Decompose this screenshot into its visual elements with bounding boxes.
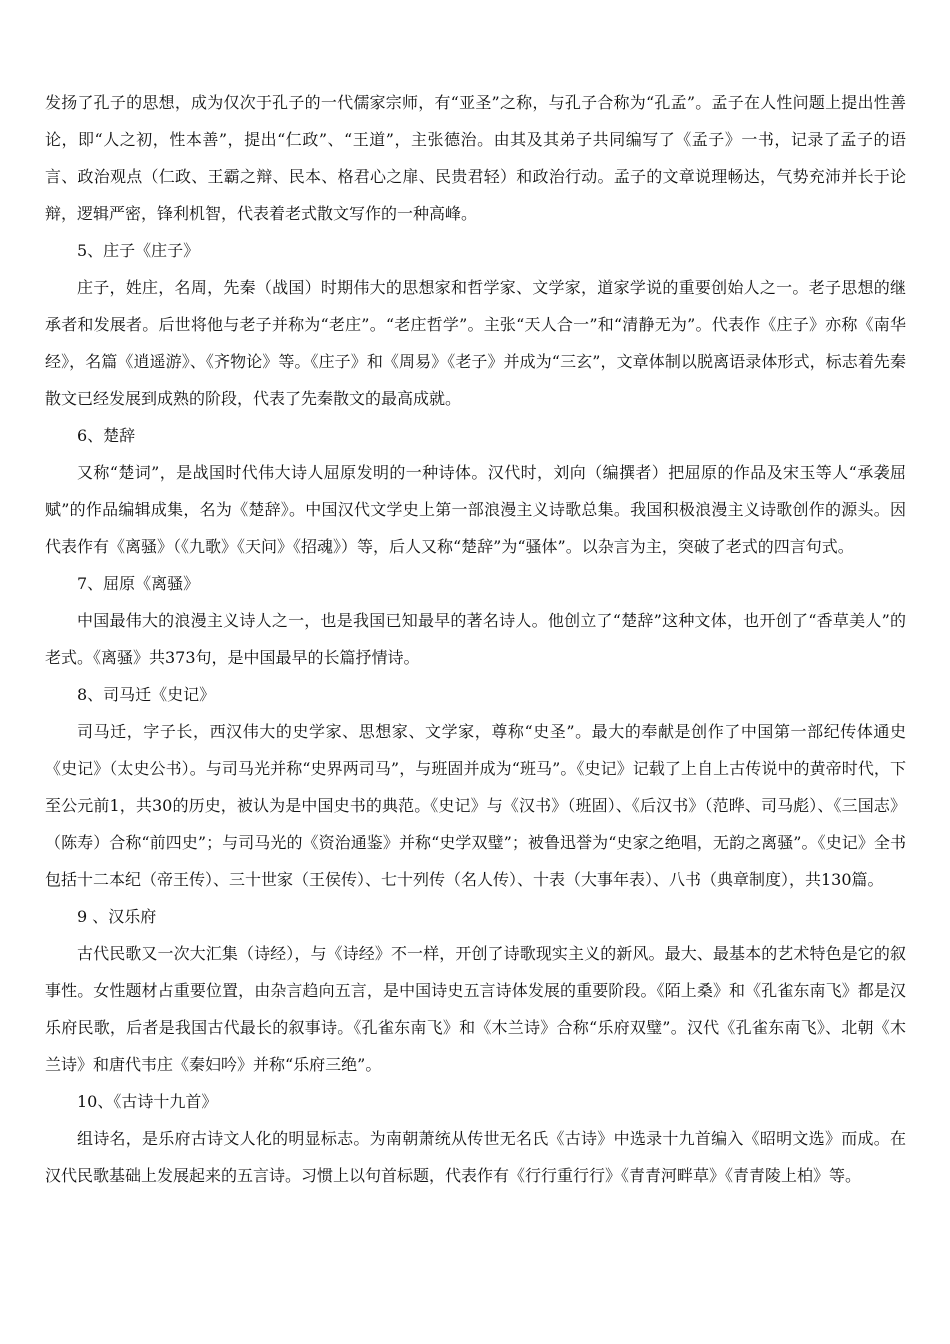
paragraph-simaqian: 司马迁，字子长，西汉伟大的史学家、思想家、文学家，尊称“史圣”。最大的奉献是创作了中国第一部纪传体通史《史记》（太史公书）。与司马光并称“史界两司马”，与班固并成为“班马”。《史记》记载了上自上古传说中的黄帝时代，下至公元前1，共30的历史，被认为是中国史书的典范。《史记》与《汉书》（班固）、《后汉书》（范晔、司马彪）、《三国志》（陈寿）合称“前四史”；与司马光的《资治通鉴》并称“史学双璧”；被鲁迅誉为“史家之绝唱，无韵之离骚”。《史记》全书包括十二本纪（帝王传）、三十世家（王侯传）、七十列传（名人传）、十表（大事年表）、八书（典章制度），共130篇。	[45, 722, 906, 889]
section-heading-quyuan: 7、屈原《离骚》	[77, 574, 200, 593]
section-heading-gushi-19: 10、《古诗十九首》	[77, 1092, 218, 1111]
section-heading-simaqian: 8、司马迁《史记》	[77, 685, 216, 704]
section-heading-zhuangzi: 5、庄子《庄子》	[77, 241, 200, 260]
paragraph-chuci: 又称“楚词”，是战国时代伟大诗人屈原发明的一种诗体。汉代时，刘向（编撰者）把屈原的作品及宋玉等人“承袭屈赋”的作品编辑成集，名为《楚辞》。中国汉代文学史上第一部浪漫主义诗歌总集。我国积极浪漫主义诗歌创作的源头。因代表作有《离骚》（《九歌》《天问》《招魂》）等，后人又称“楚辞”为“骚体”。以杂言为主，突破了老式的四言句式。	[45, 463, 906, 556]
paragraph-zhuangzi: 庄子，姓庄，名周，先秦（战国）时期伟大的思想家和哲学家、文学家，道家学说的重要创始人之一。老子思想的继承者和发展者。后世将他与老子并称为“老庄”。“老庄哲学”。主张“天人合一”和“清静无为”。代表作《庄子》亦称《南华经》，名篇《逍遥游》、《齐物论》等。《庄子》和《周易》《老子》并成为“三玄”，文章体制以脱离语录体形式，标志着先秦散文已经发展到成熟的阶段，代表了先秦散文的最高成就。	[45, 278, 906, 408]
paragraph-mencius-continued: 发扬了孔子的思想，成为仅次于孔子的一代儒家宗师，有“亚圣”之称，与孔子合称为“孔孟”。孟子在人性问题上提出性善论，即“人之初，性本善”，提出“仁政”、“王道”，主张德治。由其及其弟子共同编写了《孟子》一书，记录了孟子的语言、政治观点（仁政、王霸之辩、民本、格君心之扉、民贵君轻）和政治行动。孟子的文章说理畅达，气势充沛并长于论辩，逻辑严密，锋利机智，代表着老式散文写作的一种高峰。	[45, 93, 906, 223]
paragraph-quyuan: 中国最伟大的浪漫主义诗人之一，也是我国已知最早的著名诗人。他创立了“楚辞”这种文体，也开创了“香草美人”的老式。《离骚》共373句，是中国最早的长篇抒情诗。	[45, 611, 906, 667]
section-heading-han-yuefu: 9 、汉乐府	[77, 907, 157, 926]
paragraph-han-yuefu: 古代民歌又一次大汇集（诗经），与《诗经》不一样，开创了诗歌现实主义的新风。最大、最基本的艺术特色是它的叙事性。女性题材占重要位置，由杂言趋向五言，是中国诗史五言诗体发展的重要阶段。《陌上桑》和《孔雀东南飞》都是汉乐府民歌，后者是我国古代最长的叙事诗。《孔雀东南飞》和《木兰诗》合称“乐府双璧”。汉代《孔雀东南飞》、北朝《木兰诗》和唐代韦庄《秦妇吟》并称“乐府三绝”。	[45, 944, 906, 1074]
paragraph-gushi-19: 组诗名，是乐府古诗文人化的明显标志。为南朝萧统从传世无名氏《古诗》中选录十九首编入《昭明文选》而成。在汉代民歌基础上发展起来的五言诗。习惯上以句首标题，代表作有《行行重行行》《青青河畔草》《青青陵上柏》等。	[45, 1129, 906, 1185]
section-heading-chuci: 6、楚辞	[77, 426, 136, 445]
